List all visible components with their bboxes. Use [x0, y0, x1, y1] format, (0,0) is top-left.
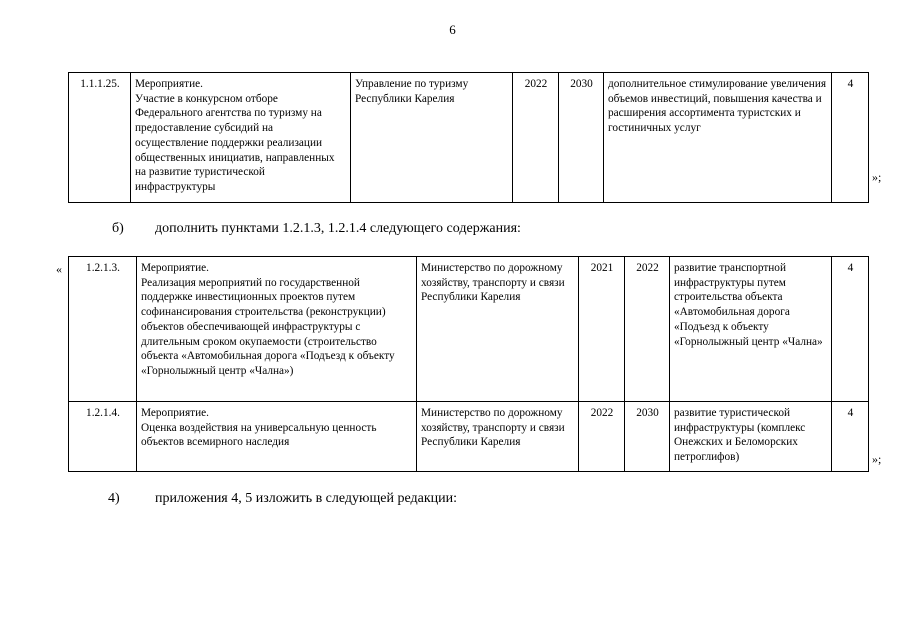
item-number: 1.2.1.3. [69, 257, 137, 402]
expected-result: дополнительное стимулирование увеличения объемов инвестиций, повышения качества и расширения ассортимента туристских и гостиничных услуг [604, 73, 832, 203]
indicator-number: 4 [832, 73, 869, 203]
executor: Министерство по дорожному хозяйству, транспорту и связи Республики Карелия [417, 402, 579, 472]
end-year: 2030 [559, 73, 604, 203]
activity-name: Мероприятие. Оценка воздействия на универсальную ценность объектов всемирного наследия [137, 402, 417, 472]
start-year: 2022 [579, 402, 625, 472]
expected-result: развитие туристической инфраструктуры (комплекс Онежских и Беломорских петроглифов) [670, 402, 832, 472]
expected-result: развитие транспортной инфраструктуры путем строительства объекта «Автомобильная дорога «Подъезд к объекту «Горнолыжный центр «Чална» [670, 257, 832, 402]
table-row [69, 402, 869, 472]
end-year: 2030 [625, 402, 670, 472]
activity-name: Мероприятие. Участие в конкурсном отборе Федерального агентства по туризму на предоставление субсидий на осуществление поддержки реализации общественных инициатив, направленных на развитие туристической инфраструктуры [131, 73, 351, 203]
activities-table-1 [68, 72, 869, 203]
start-year: 2021 [579, 257, 625, 402]
activities-table-2 [68, 256, 869, 472]
page-number: 6 [449, 22, 456, 37]
paragraph-text: дополнить пунктами 1.2.1.3, 1.2.1.4 следующего содержания: [155, 221, 521, 236]
start-year: 2022 [513, 73, 559, 203]
item-number: 1.2.1.4. [69, 402, 137, 472]
executor: Министерство по дорожному хозяйству, транспорту и связи Республики Карелия [417, 257, 579, 402]
indicator-number: 4 [832, 257, 869, 402]
closing-quote: »; [872, 170, 882, 184]
item-number: 1.1.1.25. [69, 73, 131, 203]
table-row [69, 73, 869, 203]
activity-name: Мероприятие. Реализация мероприятий по государственной поддержке инвестиционных проектов путем софинансирования строительства (реконструкции) объектов обеспечивающей инфраструктуры с длительным сроком окупаемости (строительство объекта «Автомобильная дорога «Подъезд к объекту «Горнолыжный центр «Чална») [137, 257, 417, 402]
executor: Управление по туризму Республики Карелия [351, 73, 513, 203]
closing-quote: »; [872, 452, 882, 466]
end-year: 2022 [625, 257, 670, 402]
paragraph-marker: б) [112, 221, 124, 236]
paragraph-text: приложения 4, 5 изложить в следующей редакции: [155, 491, 458, 506]
indicator-number: 4 [832, 402, 869, 472]
opening-quote: « [56, 262, 62, 276]
table-row [69, 257, 869, 402]
paragraph-marker: 4) [108, 491, 120, 506]
